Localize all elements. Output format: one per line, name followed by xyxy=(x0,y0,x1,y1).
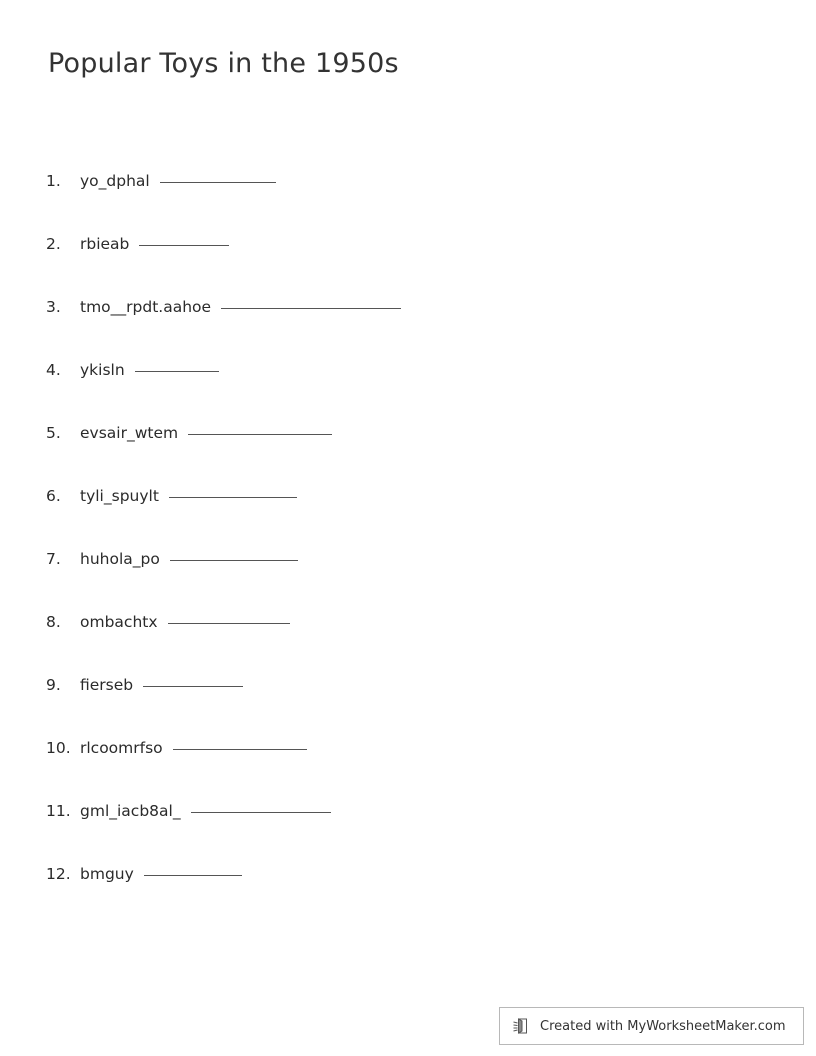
scrambled-word: evsair_wtem xyxy=(80,424,179,442)
answer-blank[interactable] xyxy=(143,685,243,687)
scrambled-word: bmguy xyxy=(80,865,134,883)
scrambled-word: tmo__rpdt.aahoe xyxy=(80,298,212,316)
worksheet-maker-logo-icon xyxy=(512,1016,532,1036)
scrambled-word: tyli_spuylt xyxy=(80,487,159,505)
page-title: Popular Toys in the 1950s xyxy=(48,48,399,79)
answer-blank[interactable] xyxy=(169,496,297,498)
list-item xyxy=(46,487,746,550)
list-item xyxy=(46,739,746,802)
scrambled-word: rbieab xyxy=(80,235,130,253)
scrambled-word: fierseb xyxy=(80,676,134,694)
list-item-number: 1. xyxy=(46,172,61,190)
footer-badge xyxy=(499,1007,804,1045)
scrambled-word: yo_dphal xyxy=(80,172,150,190)
list-item-number: 11. xyxy=(46,802,71,820)
list-item xyxy=(46,676,746,739)
list-item xyxy=(46,802,746,865)
list-item-number: 12. xyxy=(46,865,71,883)
answer-blank[interactable] xyxy=(168,622,290,624)
list-item xyxy=(46,424,746,487)
footer-attribution-text: Created with MyWorksheetMaker.com xyxy=(540,1018,786,1034)
list-item-number: 10. xyxy=(46,739,71,757)
list-item-number: 3. xyxy=(46,298,61,316)
list-item-number: 5. xyxy=(46,424,61,442)
list-item-number: 7. xyxy=(46,550,61,568)
list-item xyxy=(46,550,746,613)
answer-blank[interactable] xyxy=(139,244,229,246)
list-item-number: 4. xyxy=(46,361,61,379)
answer-blank[interactable] xyxy=(144,874,242,876)
scrambled-word: ykisln xyxy=(80,361,125,379)
list-item-number: 8. xyxy=(46,613,61,631)
list-item-number: 2. xyxy=(46,235,61,253)
answer-blank[interactable] xyxy=(221,307,401,309)
scrambled-word: gml_iacb8al_ xyxy=(80,802,181,820)
scrambled-word: ombachtx xyxy=(80,613,158,631)
answer-blank[interactable] xyxy=(170,559,298,561)
list-item xyxy=(46,235,746,298)
scrambled-word: rlcoomrfso xyxy=(80,739,163,757)
list-item xyxy=(46,613,746,676)
list-item xyxy=(46,361,746,424)
answer-blank[interactable] xyxy=(160,181,276,183)
answer-blank[interactable] xyxy=(173,748,307,750)
answer-blank[interactable] xyxy=(188,433,332,435)
list-item xyxy=(46,172,746,235)
answer-blank[interactable] xyxy=(135,370,219,372)
word-scramble-list xyxy=(46,172,746,928)
list-item-number: 6. xyxy=(46,487,61,505)
list-item xyxy=(46,865,746,928)
answer-blank[interactable] xyxy=(191,811,331,813)
scrambled-word: huhola_po xyxy=(80,550,160,568)
list-item-number: 9. xyxy=(46,676,61,694)
list-item xyxy=(46,298,746,361)
